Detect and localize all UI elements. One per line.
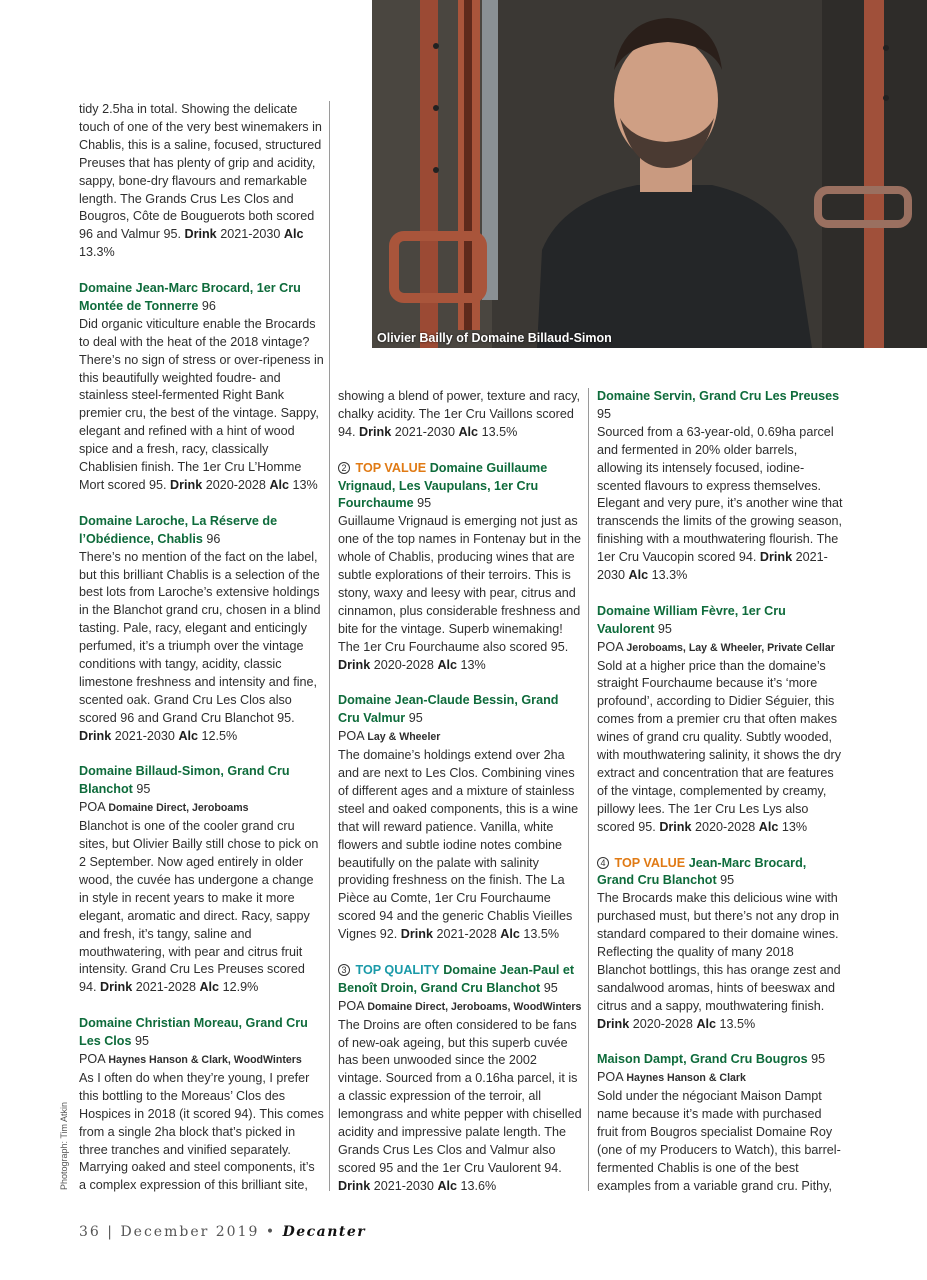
drink-window: 2020-2028	[695, 819, 756, 834]
issue-date: December 2019	[120, 1224, 260, 1240]
drink-label: Drink	[597, 1016, 630, 1031]
stockists: Haynes Hanson & Clark	[626, 1072, 746, 1085]
alc-value: 13.5%	[481, 424, 518, 439]
drink-label: Drink	[100, 980, 133, 995]
footer-separator: |	[107, 1224, 114, 1240]
page-number: 36	[79, 1224, 101, 1240]
entry-number-badge: 4	[597, 857, 609, 869]
alc-label: Alc	[199, 980, 220, 995]
drink-window: 2020-2028	[205, 478, 266, 493]
alc-value: 12.5%	[201, 728, 238, 743]
drink-window: 2021-2030	[597, 550, 828, 583]
alc-value: 12.9%	[222, 980, 259, 995]
top-quality-tag: TOP QUALITY	[355, 962, 440, 977]
price-poa: POA	[597, 1070, 623, 1085]
column-divider	[588, 388, 589, 1191]
stockists: Domaine Direct, Jeroboams	[108, 802, 249, 815]
review-entry	[79, 101, 325, 262]
review-text: The Droins are often considered to be fans of new-oak ageing, but this superb cuvée has been unwooded since the 2002 vintage. Sourced from a 0.16ha parcel, it is a classic expression of the terroir, all lemongrass and white pepper with chiselled acidity and impressive palate length. The Grands Crus Les Clos and Valmur also scored 95 and the 1er Cru Vaulorent 94.	[338, 1017, 582, 1175]
stockists: Haynes Hanson & Clark, WoodWinters	[108, 1053, 302, 1066]
price-poa: POA	[79, 1051, 105, 1066]
wine-score: 95	[135, 1034, 150, 1049]
review-entry	[597, 855, 843, 1034]
review-entry	[338, 460, 582, 675]
wine-score: 95	[597, 406, 612, 421]
wine-name: Domaine Jean-Claude Bessin, Grand Cru Valmur	[338, 693, 559, 726]
price-poa: POA	[79, 800, 105, 815]
review-text: As I often do when they’re young, I prefer this bottling to the Moreaus’ Clos des Hospices in 2018 (it scored 94). This comes from a single 2ha block that’s picked in three tranches and vinified separately. Marrying oaked and steel components, it’s a complex expression of this brilliant site,	[79, 1070, 324, 1193]
price-poa: POA	[338, 729, 364, 744]
review-entry	[597, 603, 843, 837]
wine-name: Domaine Jean-Marc Brocard, 1er Cru Montée de Tonnerre	[79, 281, 301, 313]
wine-name: Domaine Servin, Grand Cru Les Preuses	[597, 389, 840, 403]
top-value-tag: TOP VALUE	[355, 460, 427, 475]
review-entry	[79, 1015, 325, 1195]
review-text: The domaine’s holdings extend over 2ha and are next to Les Clos. Combining vines of different ages and a mixture of stainless steel and oaked components, this is a wine that will reward patience. Vanilla, white flowers and subtle iodine notes combine beautifully on the palate with salinity providing freshness on the finish. The La Pièce au Comte, 1er Cru Fourchaume scored 94 and the generic Chablis Vieilles Vignes 92.	[338, 748, 579, 942]
alc-label: Alc	[458, 424, 479, 439]
price-poa: POA	[597, 639, 623, 654]
magazine-name: Decanter	[282, 1224, 367, 1240]
wine-name: Domaine Christian Moreau, Grand Cru Les Clos	[79, 1016, 308, 1049]
alc-value: 13%	[460, 657, 486, 672]
alc-label: Alc	[628, 568, 649, 583]
drink-label: Drink	[184, 227, 217, 242]
wine-name: Domaine Billaud-Simon, Grand Cru Blanchot	[79, 764, 290, 797]
drink-window: 2020-2028	[373, 657, 434, 672]
wine-name: Domaine Jean-Paul et Benoît Droin, Grand Cru Blanchot	[338, 962, 575, 995]
entry-number-badge: 2	[338, 462, 350, 474]
top-value-tag: TOP VALUE	[614, 855, 686, 870]
footer-bullet: •	[265, 1224, 277, 1240]
review-entry	[338, 388, 582, 442]
alc-label: Alc	[758, 819, 779, 834]
wine-score: 95	[811, 1052, 826, 1067]
wine-name: Domaine William Fèvre, 1er Cru Vaulorent	[597, 603, 786, 636]
photo-credit: Photograph: Tim Atkin	[59, 1101, 69, 1190]
wine-name: Jean-Marc Brocard, Grand Cru Blanchot	[597, 855, 807, 888]
wine-score: 96	[201, 298, 216, 313]
review-text: Blanchot is one of the cooler grand cru sites, but Olivier Bailly still chose to pick on 2 September. Now aged entirely in older wood, the cuvée has undergone a change in style in recent years to make it more elegant, aromatic and direct. Racy, sappy and fresh, it’s tangy, saline and mouthwatering, with pear and citrus fruit intensity. Grand Cru Les Preuses scored 94.	[79, 819, 319, 995]
alc-value: 13.6%	[460, 1178, 497, 1193]
column-3	[597, 388, 843, 1214]
wine-score: 95	[657, 621, 672, 636]
review-entry	[79, 513, 325, 746]
review-entry	[338, 962, 582, 1196]
review-entry	[597, 1051, 843, 1195]
drink-label: Drink	[659, 819, 692, 834]
drink-window: 2021-2030	[114, 728, 175, 743]
review-text: Guillaume Vrignaud is emerging not just as one of the top names in Fontenay but in the whole of Chablis, producing wines that are subtle explorations of their terroirs. This is stony, waxy and leesy with pear, citrus and cinnamon, plus considerable freshness and bite for the vintage. Superb winemaking! The 1er Cru Fourchaume also scored 95.	[338, 514, 581, 654]
alc-label: Alc	[269, 478, 290, 493]
column-2	[338, 388, 582, 1214]
review-entry	[338, 692, 582, 944]
alc-label: Alc	[178, 728, 199, 743]
review-text: tidy 2.5ha in total. Showing the delicate touch of one of the very best winemakers in Chablis, this is a saline, focused, structured Preuses that has plenty of grip and acidity, sappy, bone-dry flavours and remarkable length. The Grands Crus Les Clos and Bougros, Côte de Bouguerots both scored 96 and Valmur 95.	[79, 102, 322, 242]
alc-label: Alc	[437, 1178, 458, 1193]
stockists: Domaine Direct, Jeroboams, WoodWinters	[367, 1000, 582, 1013]
drink-window: 2021-2028	[135, 980, 196, 995]
alc-value: 13.5%	[719, 1016, 756, 1031]
stockists: Lay & Wheeler	[367, 731, 441, 744]
photo-caption: Olivier Bailly of Domaine Billaud-Simon	[377, 331, 612, 345]
drink-window: 2020-2028	[632, 1016, 693, 1031]
review-text: Sold under the négociant Maison Dampt name because it’s made with purchased fruit from Bougros specialist Domaine Roy (one of my Producers to Watch), this barrel-fermented Chablis is one of the best examples from a variable grand cru. Pithy,	[597, 1089, 841, 1193]
wine-score: 95	[543, 980, 558, 995]
alc-value: 13%	[781, 819, 808, 834]
alc-label: Alc	[696, 1016, 717, 1031]
review-text: There’s no mention of the fact on the label, but this brilliant Chablis is a selection of the best lots from Laroche’s extensive holdings in the Blanchot grand cru, chosen in a blind tasting. Pale, racy, elegant and enticingly perfumed, it’s a triumph over the vintage conditions with tangy, acidity, classic limestone freshness and intensity and fine, scented oak. Grand Cru Les Clos also scored 96 and Grand Cru Blanchot 95.	[79, 549, 321, 725]
drink-label: Drink	[338, 1178, 371, 1193]
page-footer	[79, 1224, 366, 1240]
portrait-photo	[372, 0, 927, 348]
alc-label: Alc	[437, 657, 458, 672]
drink-label: Drink	[400, 927, 433, 942]
wine-name: Domaine Laroche, La Réserve de l’Obédience, Chablis	[79, 513, 278, 546]
alc-label: Alc	[500, 927, 520, 942]
stockists: Jeroboams, Lay & Wheeler, Private Cellar	[626, 641, 835, 654]
entry-number-badge: 3	[338, 964, 350, 976]
drink-label: Drink	[170, 478, 203, 493]
review-text: Sold at a higher price than the domaine’s straight Fourchaume because it’s ‘more profound’, according to Didier Séguier, this comes from a premier cru that often makes wines of grand cru quality. Subtly wooded, with mouthwatering salinity, it shows the dry extract and concentration that are features of the vintage, complemented by creamy, pillowy lees. The 1er Cru Les Lys also scored 95.	[597, 658, 842, 834]
review-text: The Brocards make this delicious wine with purchased must, but there’s not any drop in standard compared to their domaine wines. Reflecting the quality of many 2018 Blanchot bottlings, this has orange zest and sandalwood aromas, hints of beeswax and citrus and a sappy, mouthwatering finish.	[597, 891, 841, 1013]
review-entry	[79, 280, 325, 495]
wine-name: Domaine Guillaume Vrignaud, Les Vaupulans, 1er Cru Fourchaume	[338, 460, 548, 511]
alc-value: 13.5%	[523, 927, 560, 942]
alc-value: 13.3%	[79, 245, 115, 260]
drink-window: 2021-2030	[373, 1178, 434, 1193]
column-1	[79, 101, 325, 1213]
wine-score: 96	[206, 531, 221, 546]
drink-label: Drink	[79, 728, 112, 743]
review-text: showing a blend of power, texture and racy, chalky acidity. The 1er Cru Vaillons scored 94.	[338, 389, 580, 439]
drink-window: 2021-2030	[220, 227, 281, 242]
price-poa: POA	[338, 998, 364, 1013]
drink-window: 2021-2030	[394, 424, 455, 439]
review-entry	[79, 763, 325, 997]
review-text: Did organic viticulture enable the Brocards to deal with the heat of the 2018 vintage? There’s no sign of stress or over-ripeness in this beautifully weighted foudre- and stainless steel-fermented Right Bank premier cru, the best of the vintage. Sappy, elegant and refined with a hint of wood spice and a fresh, racy, classically Chablisien finish. The 1er Cru L’Homme Mort scored 95.	[79, 316, 324, 493]
drink-label: Drink	[359, 424, 392, 439]
wine-name: Maison Dampt, Grand Cru Bougros	[597, 1052, 808, 1067]
drink-window: 2021-2028	[436, 927, 497, 942]
alc-value: 13%	[292, 478, 318, 493]
drink-label: Drink	[338, 657, 371, 672]
wine-score: 95	[417, 496, 432, 511]
alc-value: 13.3%	[651, 568, 688, 583]
wine-score: 95	[408, 711, 423, 726]
column-divider	[329, 101, 330, 1191]
portrait-illustration	[372, 0, 927, 348]
wine-score: 95	[136, 782, 151, 797]
review-entry	[597, 388, 843, 585]
review-text: Sourced from a 63-year-old, 0.69ha parcel and fermented in 20% older barrels, allowing its intensely focused, iodine-scented flavours to express themselves. Elegant and very pure, it’s another wine that transcends the limits of the growing season, finishing with a mouthwatering flourish. The 1er Cru Vaucopin scored 94.	[597, 424, 843, 565]
alc-label: Alc	[283, 227, 304, 242]
drink-label: Drink	[759, 550, 793, 565]
wine-score: 95	[720, 873, 735, 888]
